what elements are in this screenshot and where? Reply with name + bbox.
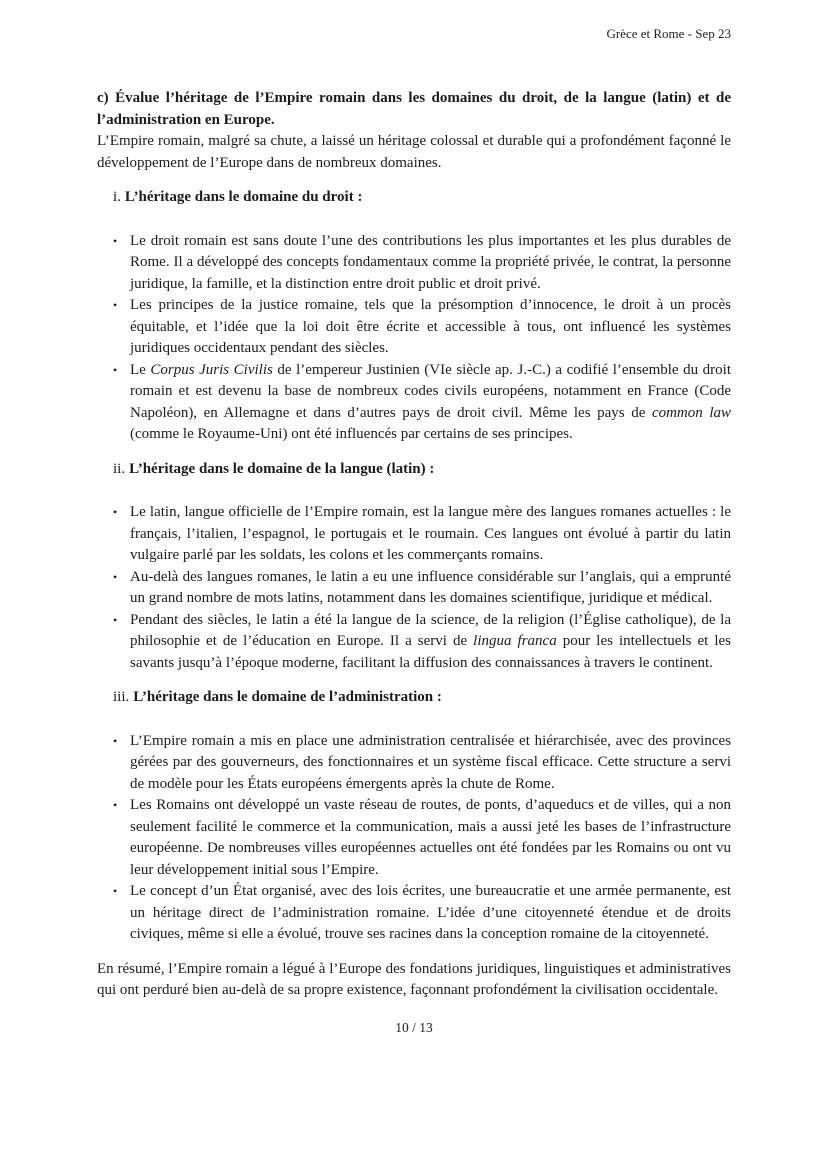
page-number: 10 / 13 [395,1019,433,1035]
intro-paragraph: L’Empire romain, malgré sa chute, a laissé un héritage colossal et durable qui a profondément façonné le développement de l’Europe dans de nombreux domaines. [97,133,731,171]
page-content [0,88,828,1036]
section-number: i. [113,189,121,205]
bullet-marker-icon: • [113,569,118,584]
bullet-item [113,231,731,296]
bullet-item [113,795,731,881]
bullet-marker-icon: • [113,884,118,898]
section-title: L’héritage dans le domaine de la langue (latin) : [129,460,435,477]
conclusion-paragraph: En résumé, l’Empire romain a légué à l’Europe des fondations juridiques, linguistiques et administratives qui ont perduré bien au-delà de sa propre existence, façonnant profondément la civilisation occidentale. [97,960,731,998]
bullet-marker-icon: • [113,612,118,627]
bullet-list [97,231,731,446]
bullet-item [113,295,731,360]
section-droit [97,187,731,446]
bullet-text: Pendant des siècles, le latin a été la langue de la science, de la religion (l’Église catholique), de la philosophie et de l’éducation en Europe. Il a servi de lingua franca pour les intellectuels et les savants jusqu’à l’époque moderne, facilitant la diffusion des connaissances à travers le continent. [130,611,732,671]
bullet-text: Le Corpus Juris Civilis de l’empereur Justinien (VIe siècle ap. J.-C.) a codifié l’ensemble du droit romain et est devenu la base de nombreux codes civils européens, notamment en France (Code Napoléon), en Allemagne et dans d’autres pays de droit civil. Même les pays de common law (comme le Royaume-Uni) ont été influencés par certains de ses principes. [130,361,732,442]
bullet-item [113,567,731,610]
section-title: L’héritage dans le domaine du droit : [124,189,363,205]
bullet-marker-icon: • [113,798,118,812]
page-header [0,0,828,42]
bullet-text: Le latin, langue officielle de l’Empire romain, est la langue mère des langues romanes actuelles : le français, l’italien, l’espagnol, le portugais et le roumain. Ces langues ont évolué à partir du latin vulgaire parlé par les soldats, les colons et les commerçants romains. [130,504,731,563]
bullet-list [97,502,731,674]
bullet-marker-icon: • [113,362,118,377]
bullet-text: Le droit romain est sans doute l’une des contributions les plus importantes et les plus durables de Rome. Il a développé des concepts fondamentaux comme la propriété privée, le contrat, la personne juridique, la famille, et la distinction entre droit public et droit privé. [130,232,731,292]
section-langue [97,459,731,675]
bullet-text: Au-delà des langues romanes, le latin a eu une influence considérable sur l’anglais, qui a emprunté un grand nombre de mots latins, notamment dans les domaines scientifique, juridique et médical. [130,568,731,606]
section-number: ii. [113,460,126,477]
bullet-text: L’Empire romain a mis en place une administration centralisée et hiérarchisée, avec des provinces gérées par des gouverneurs, des fonctionnaires et un système fiscal efficace. Cette structure a servi de modèle pour les États européens émergents après la chute de Rome. [130,732,731,792]
section-heading [113,459,731,481]
section-heading [113,187,731,209]
question-heading: c) Évalue l’héritage de l’Empire romain dans les domaines du droit, de la langue (latin) et de l’administration en Europe. [97,90,731,128]
bullet-item [113,731,731,796]
bullet-item [113,610,731,675]
bullet-marker-icon: • [113,298,118,312]
bullet-text: Les principes de la justice romaine, tels que la présomption d’innocence, le droit à un procès équitable, et l’idée que la loi doit être écrite et accessible à tous, ont influencé les systèmes juridiques occidentaux pendant des siècles. [130,297,731,356]
section-title: L’héritage dans le domaine de l’administration : [133,689,442,705]
header-title: Grèce et Rome - Sep 23 [606,26,731,41]
bullet-item [113,881,731,946]
bullet-marker-icon: • [113,733,118,748]
bullet-marker-icon: • [113,505,118,519]
bullet-text: Les Romains ont développé un vaste réseau de routes, de ponts, d’aqueducs et de villes, qui a non seulement facilité le commerce et la communication, mais a aussi jeté les bases de l’infrastructure européenne. De nombreuses villes européennes actuelles ont été fondées par les Romains ou ont vu leur développement initial sous l’Empire. [130,797,731,878]
bullet-item [113,360,731,446]
section-administration [97,687,731,946]
section-heading [113,687,731,709]
bullet-marker-icon: • [113,233,118,248]
section-number: iii. [113,689,130,705]
bullet-item [113,502,731,567]
bullet-list [97,731,731,946]
bullet-text: Le concept d’un État organisé, avec des lois écrites, une bureaucratie et une armée permanente, est un héritage direct de l’administration romaine. L’idée d’une citoyenneté étendue et de droits civiques, même si elle a évolué, trouve ses racines dans la conception romaine de la citoyenneté. [130,883,731,942]
